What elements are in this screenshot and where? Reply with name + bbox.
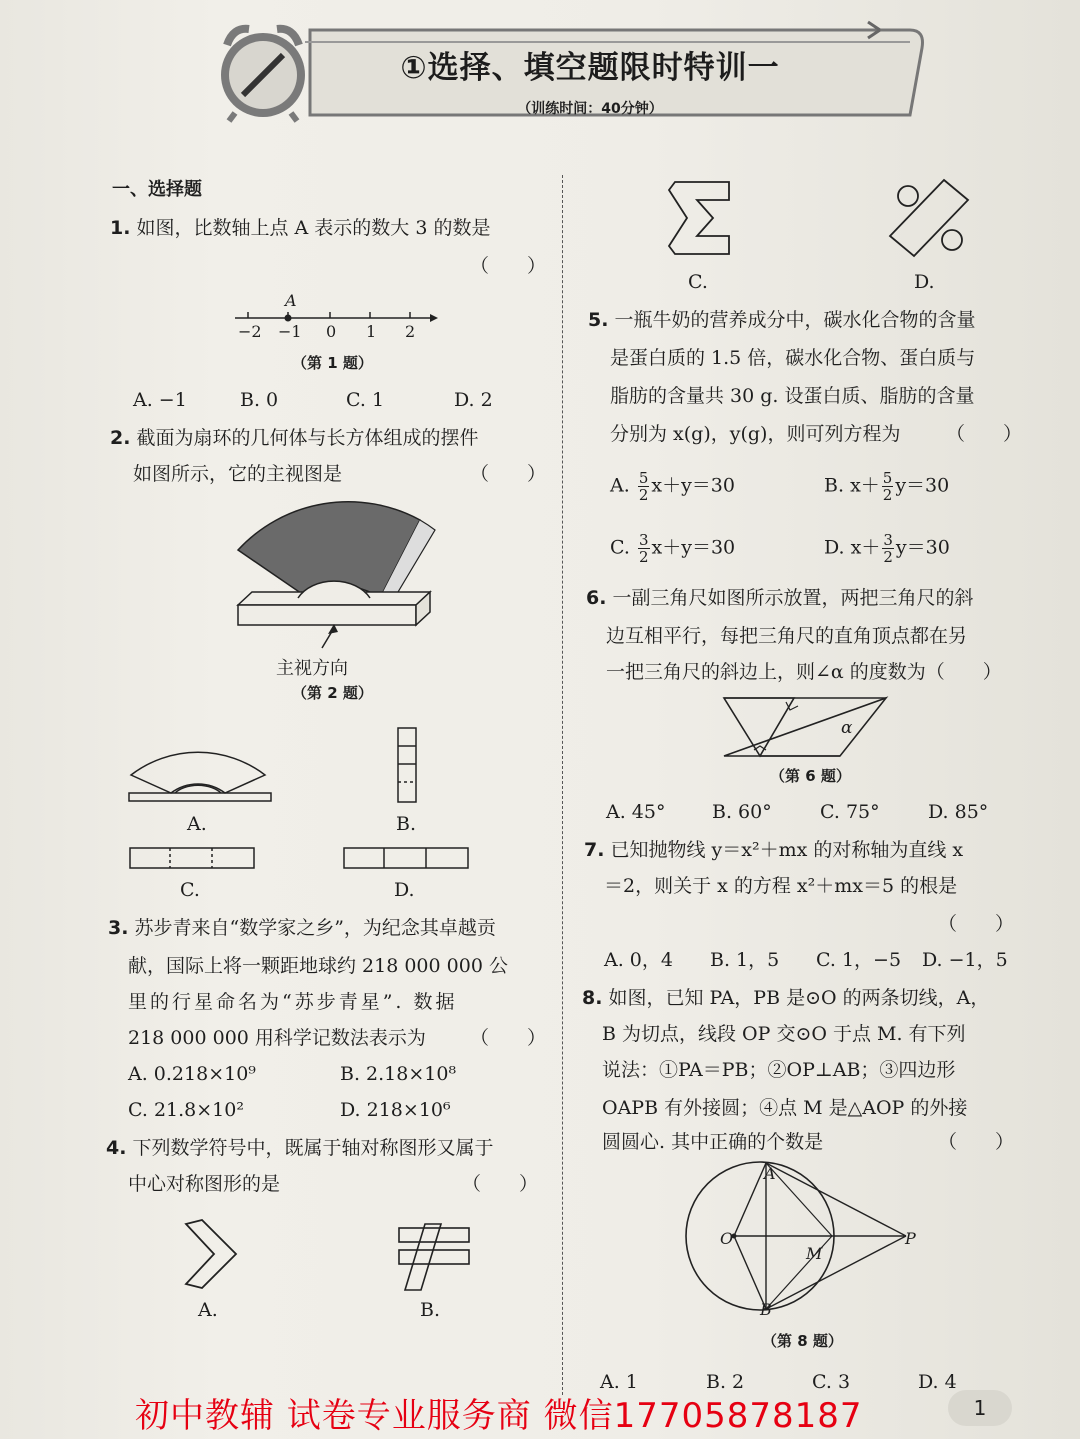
q3-line2: 献，国际上将一颗距地球约 218 000 000 公 bbox=[128, 955, 508, 977]
q5-option-c-rest: x＋y＝30 bbox=[651, 536, 736, 559]
q1-option-d[interactable]: D. 2 bbox=[454, 389, 493, 411]
q4-option-b-figure bbox=[395, 1222, 475, 1294]
q6-triangles-figure bbox=[720, 692, 890, 762]
q2-option-d-figure bbox=[342, 846, 472, 872]
q4-option-d-figure bbox=[888, 178, 970, 258]
watermark-text: 初中教辅 试卷专业服务商 微信17705878187 bbox=[135, 1396, 863, 1436]
q6-line2: 边互相平行，每把三角尺的直角顶点都在另 bbox=[606, 625, 968, 647]
q4-option-b[interactable]: B. bbox=[420, 1299, 441, 1321]
q6-question bbox=[586, 586, 974, 610]
q6-option-c[interactable]: C. 75° bbox=[820, 801, 880, 823]
q2-option-b-figure bbox=[396, 726, 420, 806]
q1-option-c[interactable]: C. 1 bbox=[346, 389, 385, 411]
q8-label-b: B bbox=[760, 1300, 772, 1319]
q5-option-d-label: D. bbox=[824, 536, 845, 559]
q5-option-a-label: A. bbox=[610, 474, 630, 497]
q4-question bbox=[106, 1136, 494, 1160]
q1-point-label: A bbox=[285, 291, 297, 310]
q7-line2: ＝2，则关于 x 的方程 x²＋mx＝5 的根是 bbox=[604, 875, 958, 897]
q2-line2: 如图所示，它的主视图是 bbox=[133, 463, 343, 485]
q5-question bbox=[588, 308, 976, 332]
q3-line3: 里的行星命名为“苏步青星”. 数据 bbox=[128, 991, 458, 1013]
q2-answer-bracket[interactable]: （ ） bbox=[470, 463, 547, 485]
q8-option-c[interactable]: C. 3 bbox=[812, 1371, 851, 1393]
q8-caption: （第 8 题） bbox=[762, 1332, 843, 1350]
column-divider bbox=[562, 175, 563, 1395]
q8-circle-tangent-figure bbox=[680, 1170, 920, 1305]
q2-option-b[interactable]: B. bbox=[396, 813, 417, 835]
q4-option-a-figure bbox=[182, 1218, 242, 1292]
q1-tick-label: 0 bbox=[326, 322, 337, 341]
q8-label-a: A bbox=[764, 1164, 776, 1183]
q8-option-b[interactable]: B. 2 bbox=[706, 1371, 745, 1393]
q5-option-c-fraction: $\frac{3}{2}$ bbox=[638, 531, 649, 566]
q5-answer-bracket[interactable]: （ ） bbox=[946, 423, 1023, 445]
q5-option-b-fraction: $\frac{5}{2}$ bbox=[882, 469, 893, 504]
q3-option-c[interactable]: C. 21.8×10² bbox=[128, 1099, 244, 1121]
q5-option-b-rest: y＝30 bbox=[895, 474, 950, 497]
q2-line1: 截面为扇环的几何体与长方体组成的摆件 bbox=[136, 427, 479, 449]
q4-option-a[interactable]: A. bbox=[198, 1299, 218, 1321]
alarm-clock-icon bbox=[215, 15, 315, 125]
q1-tick-label: 2 bbox=[405, 322, 416, 341]
q6-alpha-label: α bbox=[841, 718, 853, 738]
q8-line5: 圆圆心. 其中正确的个数是 bbox=[602, 1131, 824, 1153]
q5-option-c-label: C. bbox=[610, 536, 630, 559]
page-number: 1 bbox=[948, 1390, 1012, 1426]
q1-number: 1. bbox=[110, 217, 131, 239]
q5-line4: 分别为 x(g)，y(g)，则可列方程为 bbox=[610, 423, 901, 445]
q5-option-c[interactable] bbox=[610, 532, 735, 565]
q8-label-o: O bbox=[720, 1229, 734, 1248]
q7-number: 7. bbox=[584, 839, 605, 861]
q6-line3: 一把三角尺的斜边上，则∠α 的度数为（ ） bbox=[606, 661, 1002, 683]
q1-option-b[interactable]: B. 0 bbox=[240, 389, 279, 411]
q5-option-d-rest: y＝30 bbox=[895, 536, 950, 559]
q5-line1: 一瓶牛奶的营养成分中，碳水化合物的含量 bbox=[614, 309, 976, 331]
q2-option-a-figure bbox=[125, 715, 275, 805]
q3-answer-bracket[interactable]: （ ） bbox=[470, 1027, 547, 1049]
q8-line1: 如图，已知 PA，PB 是⊙O 的两条切线，A， bbox=[608, 987, 990, 1009]
q8-question bbox=[582, 986, 989, 1010]
q4-line2: 中心对称图形的是 bbox=[128, 1173, 281, 1195]
section-title: 一、选择题 bbox=[112, 179, 202, 200]
q1-answer-bracket[interactable]: （ ） bbox=[470, 255, 547, 277]
q6-option-a[interactable]: A. 45° bbox=[606, 801, 666, 823]
q5-option-a-fraction: $\frac{5}{2}$ bbox=[638, 469, 649, 504]
q5-number: 5. bbox=[588, 309, 609, 331]
q1-tick-label: 1 bbox=[366, 322, 377, 341]
q7-option-d[interactable]: D. −1，5 bbox=[922, 949, 1008, 971]
q8-answer-bracket[interactable]: （ ） bbox=[938, 1131, 1015, 1153]
q8-number: 8. bbox=[582, 987, 603, 1009]
q7-option-c[interactable]: C. 1，−5 bbox=[816, 949, 902, 971]
page-title: ①选择、填空题限时特训一 bbox=[400, 50, 780, 86]
q3-option-a[interactable]: A. 0.218×10⁹ bbox=[128, 1063, 256, 1085]
q6-option-d[interactable]: D. 85° bbox=[928, 801, 989, 823]
q4-answer-bracket[interactable]: （ ） bbox=[462, 1173, 539, 1195]
q8-line3: 说法：①PA＝PB；②OP⊥AB；③四边形 bbox=[602, 1059, 956, 1081]
q7-option-b[interactable]: B. 1，5 bbox=[710, 949, 780, 971]
q5-option-b[interactable] bbox=[824, 470, 949, 503]
q7-option-a[interactable]: A. 0，4 bbox=[604, 949, 673, 971]
q1-question bbox=[110, 216, 490, 240]
q3-line1: 苏步青来自“数学家之乡”，为纪念其卓越贡 bbox=[134, 917, 496, 939]
q7-line1: 已知抛物线 y＝x²＋mx 的对称轴为直线 x bbox=[610, 839, 964, 861]
q5-option-d-pre: x＋ bbox=[850, 536, 881, 559]
q8-option-a[interactable]: A. 1 bbox=[600, 1371, 638, 1393]
q2-option-a[interactable]: A. bbox=[187, 813, 207, 835]
q4-option-c-figure bbox=[665, 178, 737, 258]
q3-option-d[interactable]: D. 218×10⁶ bbox=[340, 1099, 451, 1121]
q2-number: 2. bbox=[110, 427, 131, 449]
q8-line4: OAPB 有外接圆；④点 M 是△AOP 的外接 bbox=[602, 1097, 968, 1119]
q2-option-d[interactable]: D. bbox=[394, 879, 415, 901]
q2-solid-figure bbox=[230, 500, 440, 650]
q4-option-d[interactable]: D. bbox=[914, 271, 935, 293]
q3-question bbox=[108, 916, 496, 940]
q3-option-b[interactable]: B. 2.18×10⁸ bbox=[340, 1063, 457, 1085]
q2-direction-label: 主视方向 bbox=[276, 658, 348, 679]
q8-line2: B 为切点，线段 OP 交⊙O 于点 M. 有下列 bbox=[602, 1023, 966, 1045]
q1-caption: （第 1 题） bbox=[292, 354, 373, 372]
q8-label-p: P bbox=[905, 1229, 916, 1248]
q6-caption: （第 6 题） bbox=[770, 767, 851, 785]
q1-option-a[interactable]: A. −1 bbox=[133, 389, 187, 411]
q7-answer-bracket[interactable]: （ ） bbox=[938, 913, 1015, 935]
q4-number: 4. bbox=[106, 1137, 127, 1159]
q5-option-a[interactable] bbox=[610, 470, 735, 503]
q4-option-c[interactable]: C. bbox=[688, 271, 708, 293]
q5-option-d[interactable] bbox=[824, 532, 950, 565]
q2-option-c-figure bbox=[128, 846, 258, 872]
q8-label-m: M bbox=[806, 1244, 823, 1263]
q1-tick-label: −1 bbox=[278, 322, 302, 341]
q6-number: 6. bbox=[586, 587, 607, 609]
q5-option-b-pre: x＋ bbox=[850, 474, 880, 497]
q5-line3: 脂肪的含量共 30 g. 设蛋白质、脂肪的含量 bbox=[610, 385, 975, 407]
q2-caption: （第 2 题） bbox=[292, 684, 373, 702]
q5-option-b-label: B. bbox=[824, 474, 845, 497]
q5-option-a-rest: x＋y＝30 bbox=[651, 474, 735, 497]
q4-line1: 下列数学符号中，既属于轴对称图形又属于 bbox=[132, 1137, 494, 1159]
q5-option-d-fraction: $\frac{3}{2}$ bbox=[883, 531, 893, 566]
q6-option-b[interactable]: B. 60° bbox=[712, 801, 772, 823]
q2-question bbox=[110, 426, 479, 450]
q6-line1: 一副三角尺如图所示放置，两把三角尺的斜 bbox=[612, 587, 974, 609]
page-subtitle: （训练时间：40分钟） bbox=[517, 101, 663, 117]
q3-number: 3. bbox=[108, 917, 129, 939]
q1-tick-label: −2 bbox=[238, 322, 262, 341]
q8-option-d[interactable]: D. 4 bbox=[918, 1371, 957, 1393]
q3-line4: 218 000 000 用科学记数法表示为 bbox=[128, 1027, 426, 1049]
q7-question bbox=[584, 838, 963, 862]
q5-line2: 是蛋白质的 1.5 倍，碳水化合物、蛋白质与 bbox=[610, 347, 976, 369]
q1-text: 如图，比数轴上点 A 表示的数大 3 的数是 bbox=[136, 217, 491, 239]
q2-option-c[interactable]: C. bbox=[180, 879, 200, 901]
